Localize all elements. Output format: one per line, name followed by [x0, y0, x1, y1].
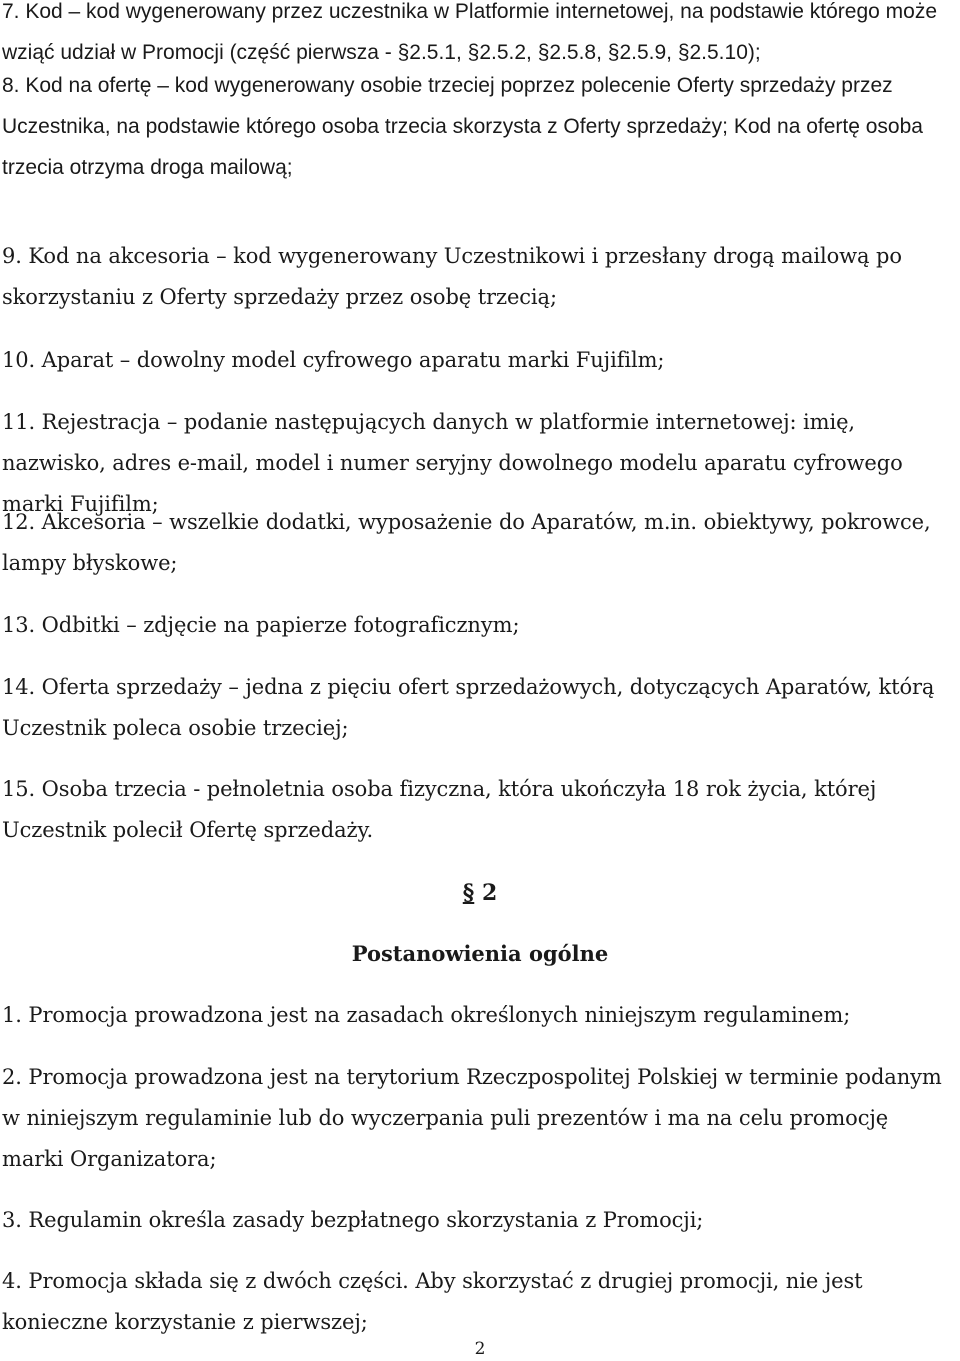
provision-4: 4. Promocja składa się z dwóch części. Aby skorzystać z drugiej promocji, nie jest konieczne korzystanie z pierwszej;	[2, 1269, 863, 1334]
definition-12: 12. Akcesoria – wszelkie dodatki, wyposażenie do Aparatów, m.in. obiektywy, pokrowce, lampy błyskowe;	[2, 510, 931, 575]
provision-3: 3. Regulamin określa zasady bezpłatnego skorzystania z Promocji;	[2, 1208, 704, 1232]
definition-14: 14. Oferta sprzedaży – jedna z pięciu ofert sprzedażowych, dotyczących Aparatów, którą Uczestnik poleca osobie trzeciej;	[2, 675, 935, 740]
definition-15: 15. Osoba trzecia - pełnoletnia osoba fizyczna, która ukończyła 18 rok życia, której Uczestnik polecił Ofertę sprzedaży.	[2, 777, 877, 842]
provision-1: 1. Promocja prowadzona jest na zasadach określonych niniejszym regulaminem;	[2, 1003, 851, 1027]
section-symbol: §	[462, 880, 475, 906]
page-number: 2	[474, 1339, 486, 1359]
section-heading	[0, 873, 960, 913]
definition-13: 13. Odbitki – zdjęcie na papierze fotograficznym;	[2, 613, 520, 637]
definition-10: 10. Aparat – dowolny model cyfrowego aparatu marki Fujifilm;	[2, 348, 665, 372]
definition-11: 11. Rejestracja – podanie następujących danych w platformie internetowej: imię, nazwisko, adres e-mail, model i numer seryjny dowolnego modelu aparatu cyfrowego marki Fujifilm;	[2, 410, 903, 516]
definition-7: 7. Kod – kod wygenerowany przez uczestnika w Platformie internetowej, na podstawie którego może wziąć udział w Promocji (część pierwsza - §2.5.1, §2.5.2, §2.5.8, §2.5.9, §2.5.10);	[2, 0, 937, 64]
section-title: Postanowienia ogólne	[351, 941, 609, 966]
section-number: 2	[481, 880, 498, 906]
definition-8: 8. Kod na ofertę – kod wygenerowany osobie trzeciej poprzez polecenie Oferty sprzedaży przez Uczestnika, na podstawie którego osoba trzecia skorzysta z Oferty sprzedaży; Kod na ofertę osoba trzecia otrzyma droga mailową;	[2, 74, 923, 179]
provision-2: 2. Promocja prowadzona jest na terytorium Rzeczpospolitej Polskiej w terminie podanym w niniejszym regulaminie lub do wyczerpania puli prezentów i ma na celu promocję marki Organizatora;	[2, 1065, 942, 1171]
definition-9: 9. Kod na akcesoria – kod wygenerowany Uczestnikowi i przesłany drogą mailową po skorzystaniu z Oferty sprzedaży przez osobę trzecią;	[2, 244, 902, 309]
